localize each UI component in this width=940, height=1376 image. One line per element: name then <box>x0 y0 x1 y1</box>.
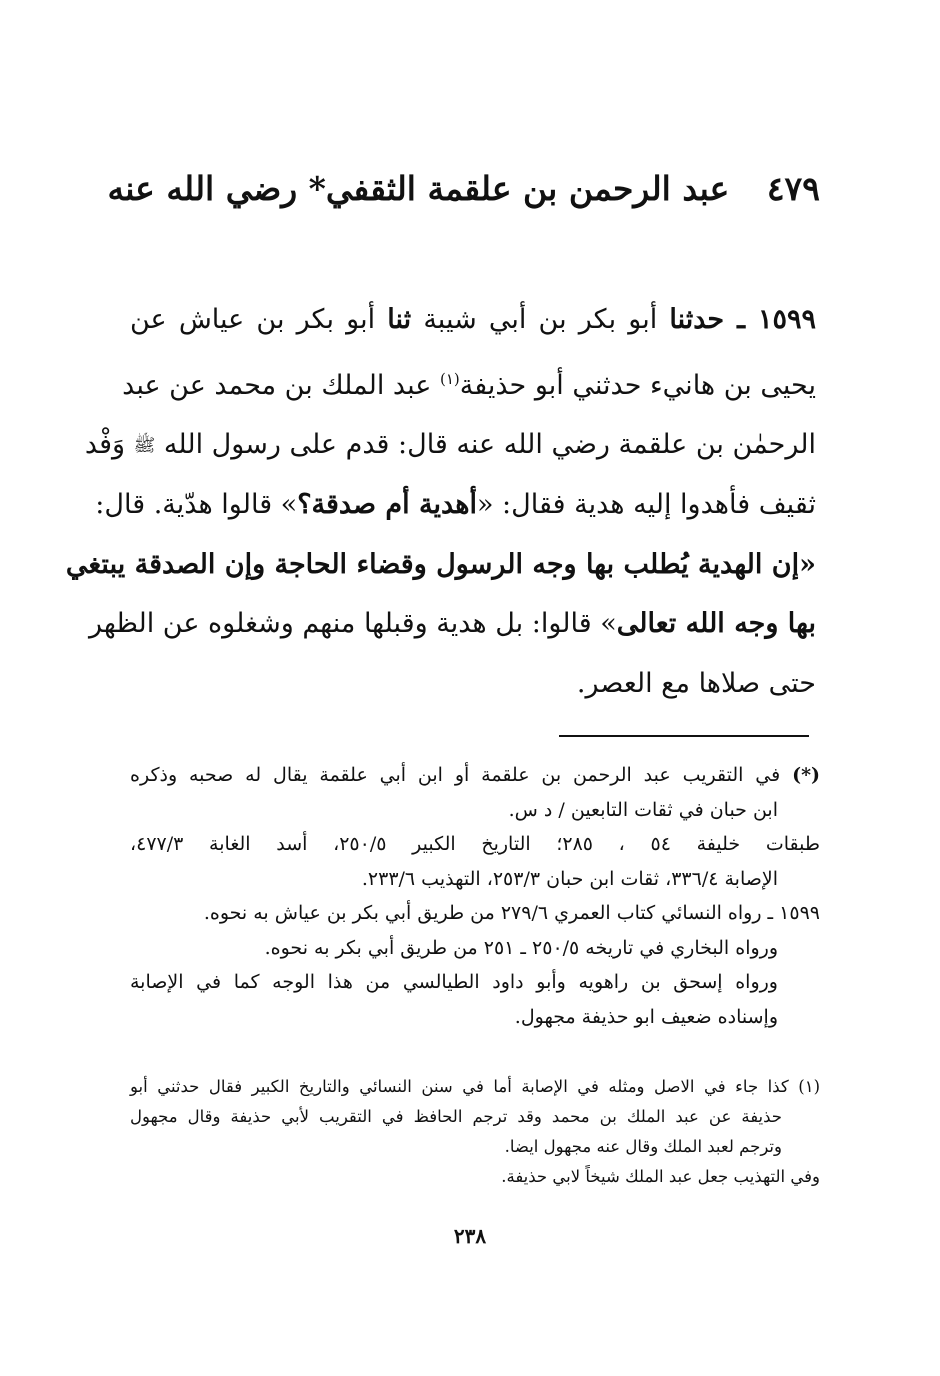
hadith-line <box>84 415 816 475</box>
footnote-marker: (١) <box>439 369 460 388</box>
footnote-divider <box>559 735 809 737</box>
hadith-line <box>88 594 816 654</box>
footnote-line: وفي التهذيب جعل عبد الملك شيخاً لابي حذيفة. <box>501 1167 820 1186</box>
hadith-segment: أبو بكر بن أبي شيبة <box>411 304 670 335</box>
hadith-segment-bold: أهدية أم صدقة؟ <box>297 489 477 521</box>
note-line: ورواه إسحق بن راهويه وأبو داود الطيالسي من هذا الوجه كما في الإصابة <box>130 971 778 993</box>
hadith-number: ١٥٩٩ ـ حدثنا <box>669 304 817 335</box>
takhrij-notes <box>130 758 820 1034</box>
footnote <box>130 1072 820 1192</box>
note-line: طبقات خليفة ٥٤ ، ٢٨٥؛ التاريخ الكبير ٢٥٠/٥، أسد الغابة ٤٧٧/٣، <box>130 833 820 855</box>
footnote-line: وترجم لعبد الملك وقال عنه مجهول ايضا. <box>504 1137 782 1156</box>
footnote-line: (١) كذا جاء في الاصل ومثله في الإصابة أما في سنن النسائي والتاريخ الكبير فقال حدثني أبو <box>130 1077 820 1096</box>
hadith-segment: الرحمٰن بن علقمة رضي الله عنه قال: قدم على رسول الله <box>155 429 816 460</box>
chapter-number: ٤٧٩ <box>766 169 820 208</box>
hadith-segment-bold: بها وجه الله تعالى <box>616 608 816 640</box>
note-line: ١٥٩٩ ـ رواه النسائي كتاب العمري ٢٧٩/٦ من طريق أبي بكر بن عياش به نحوه. <box>203 902 820 924</box>
hadith-segment: أبو بكر بن عياش عن <box>130 304 388 335</box>
hadith-segment: وَفْد <box>84 429 134 460</box>
hadith-segment: ثقيف فأهدوا إليه هدية فقال: « <box>476 489 816 521</box>
note-line <box>130 758 820 793</box>
star-marker: (*) <box>792 764 820 786</box>
hadith-segment: » قالوا: بل هدية وقبلها منهم وشغلوه عن الظهر <box>88 608 617 640</box>
hadith-text <box>65 290 817 713</box>
note-line: ورواه البخاري في تاريخه ٢٥٠/٥ ـ ٢٥١ من طريق أبي بكر به نحوه. <box>264 936 778 959</box>
chapter-name: عبد الرحمن بن علقمة الثقفي* رضي الله عنه <box>107 169 730 208</box>
note-line: وإسناده ضعيف ابو حذيفة مجهول. <box>514 1005 778 1028</box>
note-segment: في التقريب عبد الرحمن بن علقمة أو ابن أبي علقمة يقال له صحبه وذكره <box>130 764 793 786</box>
hadith-line <box>95 475 816 535</box>
hadith-line: «إن الهدية يُطلب بها وجه الرسول وقضاء الحاجة وإن الصدقة يبتغي <box>65 548 816 580</box>
hadith-line <box>122 350 816 416</box>
hadith-segment-bold: ثنا <box>387 304 412 335</box>
footnote-line: حذيفة عن عبد الملك بن محمد وقد ترجم الحافظ في التقريب لأبي حذيفة وقال مجهول <box>130 1107 782 1126</box>
note-line: ابن حبان في ثقات التابعين / د س. <box>508 798 778 821</box>
hadith-line <box>130 290 816 350</box>
hadith-segment: عبد الملك بن محمد عن عبد <box>122 369 440 401</box>
note-line: الإصابة ٣٣٦/٤، ثقات ابن حبان ٢٥٣/٣، التهذيب ٢٣٣/٦. <box>361 867 778 890</box>
page-number: ٢٣٨ <box>453 1224 487 1248</box>
hadith-segment: » قالوا هدّية. قال: <box>95 489 298 521</box>
salawat-glyph: ﷺ <box>133 434 156 456</box>
hadith-line: حتى صلاها مع العصر. <box>576 667 816 699</box>
hadith-segment: يحيى بن هانيء حدثني أبو حذيفة <box>459 369 816 401</box>
chapter-title <box>107 165 820 213</box>
